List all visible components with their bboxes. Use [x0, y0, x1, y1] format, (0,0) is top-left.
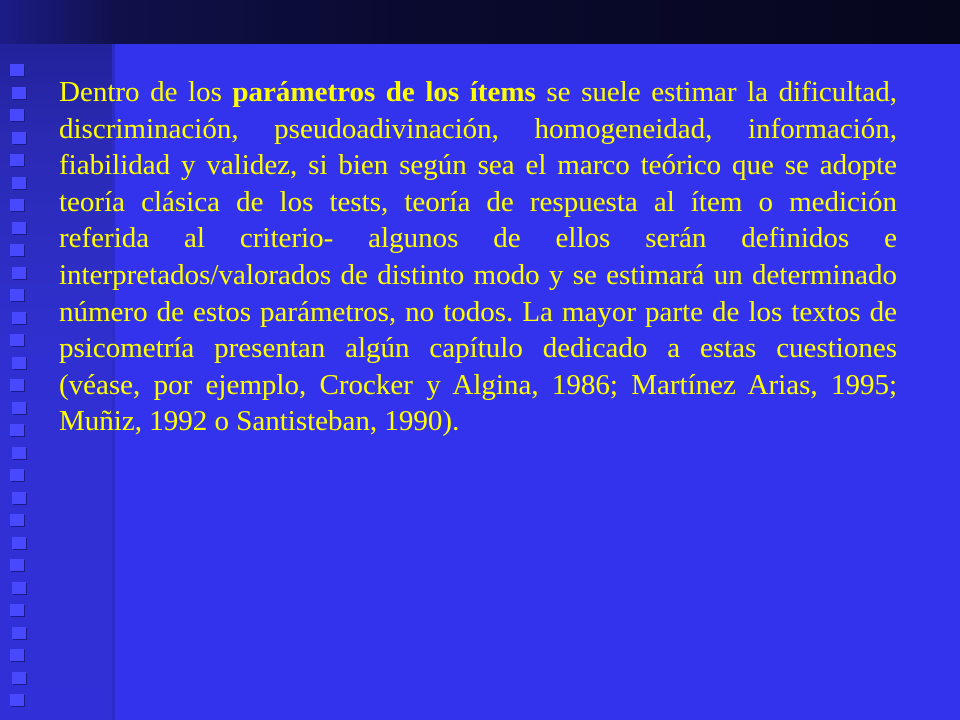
decorative-square	[10, 244, 24, 256]
decorative-square	[12, 132, 26, 144]
decorative-square	[12, 357, 26, 369]
decorative-square	[10, 604, 24, 616]
decorative-square	[12, 537, 26, 549]
decorative-square	[12, 87, 26, 99]
decorative-square	[10, 559, 24, 571]
decorative-square	[12, 672, 26, 684]
decorative-square	[10, 694, 24, 706]
decorative-square	[12, 492, 26, 504]
slide-body-paragraph	[59, 74, 897, 440]
decorative-square	[10, 289, 24, 301]
decorative-square	[12, 177, 26, 189]
decorative-square	[10, 64, 24, 76]
paragraph-intro: Dentro de los	[59, 76, 233, 108]
decorative-square	[10, 154, 24, 166]
decorative-square	[10, 379, 24, 391]
decorative-square	[10, 649, 24, 661]
decorative-square	[10, 109, 24, 121]
slide-top-band	[0, 0, 960, 44]
decorative-square	[10, 424, 24, 436]
paragraph-body: se suele estimar la dificultad, discriminación, pseudoadivinación, homogeneidad, información, fiabilidad y validez, si bien según sea el marco teórico que se adopte teoría clásica de los tests, teoría de respuesta al ítem o medición referida al criterio- algunos de ellos serán definidos e interpretados/valorados de distinto modo y se estimará un determinado número de estos parámetros, no todos. La mayor parte de los textos de psicometría presentan algún capítulo dedicado a estas cuestiones (véase, por ejemplo, Crocker y Algina, 1986; Martínez Arias, 1995; Muñiz, 1992 o Santisteban, 1990).	[59, 76, 897, 438]
decorative-square	[12, 402, 26, 414]
decorative-square	[12, 627, 26, 639]
decorative-square	[10, 199, 24, 211]
paragraph-emphasis: parámetros de los ítems	[232, 76, 536, 108]
decorative-square	[12, 447, 26, 459]
decorative-square	[10, 514, 24, 526]
decorative-square	[10, 469, 24, 481]
decorative-square	[12, 267, 26, 279]
decorative-square	[10, 334, 24, 346]
decorative-square	[12, 312, 26, 324]
decorative-square	[12, 222, 26, 234]
decorative-square	[12, 582, 26, 594]
decorative-square-strip	[6, 64, 32, 720]
